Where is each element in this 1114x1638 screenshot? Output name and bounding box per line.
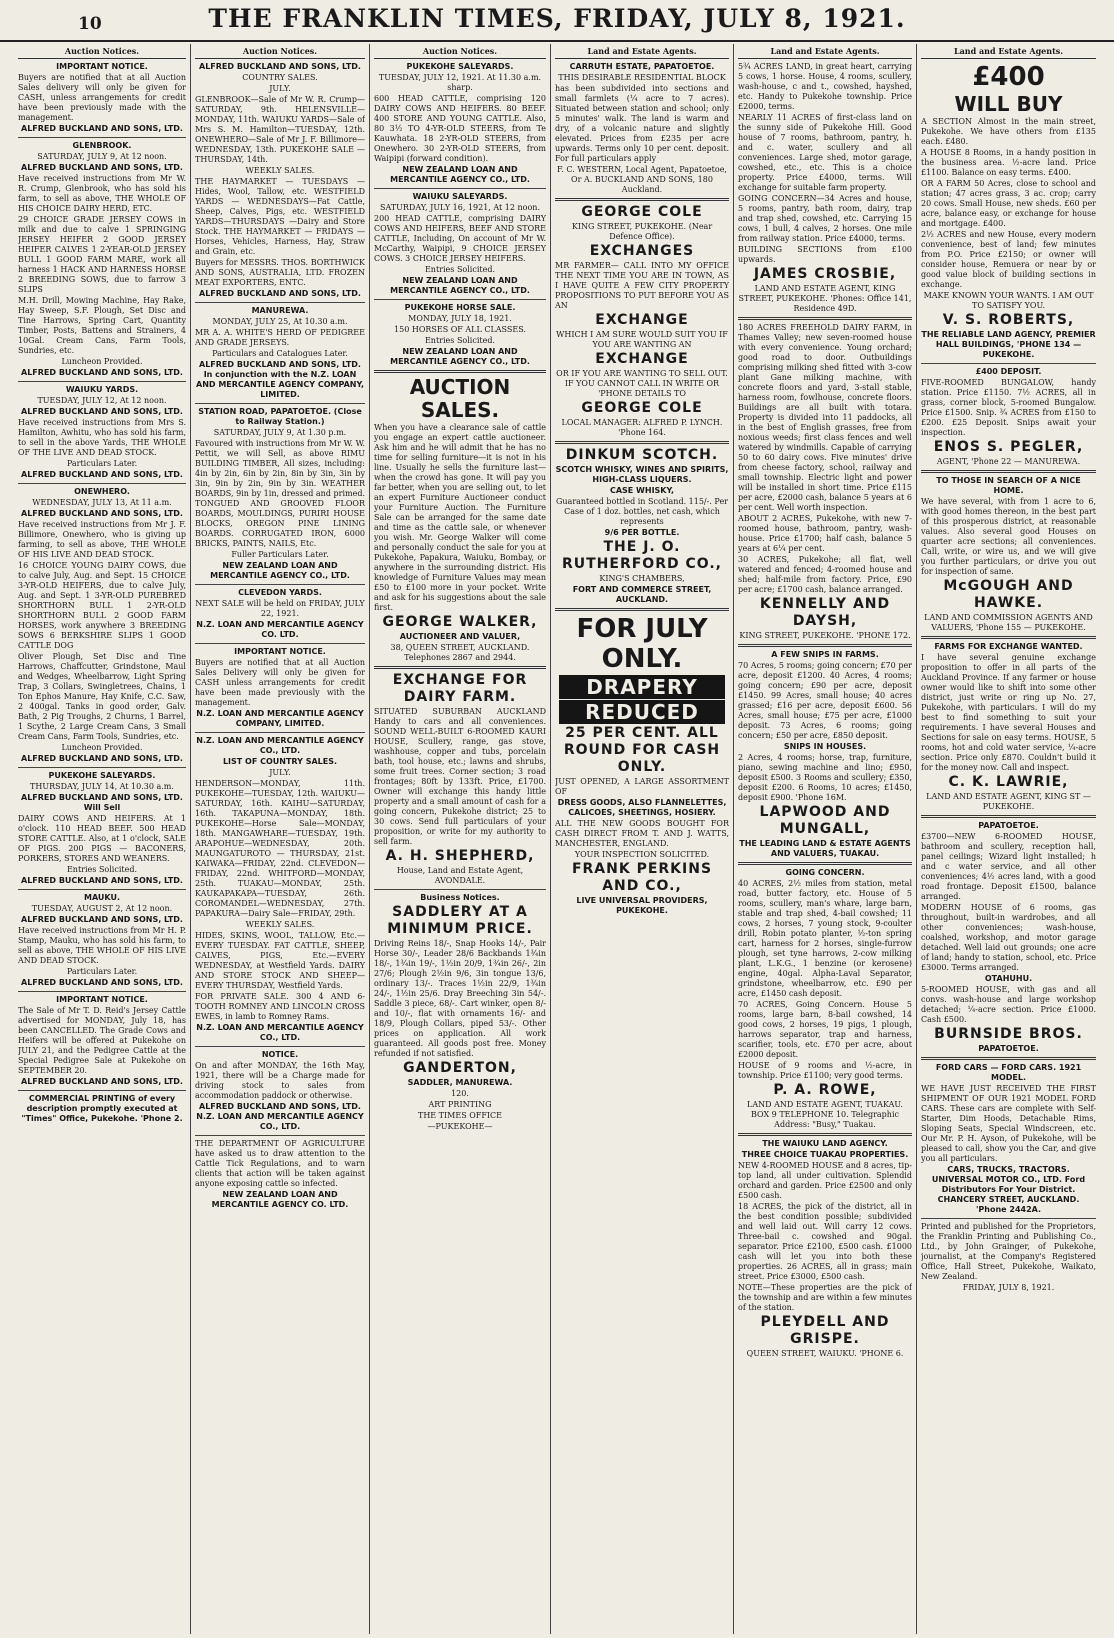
notice-text: MR A. A. WHITE'S HERD OF PEDIGREE AND GRADE JERSEYS. [195, 328, 365, 347]
rule-divider [921, 1057, 1096, 1060]
display-headline: AUCTION SALES. [409, 375, 511, 422]
notice-text: On and after MONDAY, the 16th May, 1921, there will be a Charge made for driving stock to sales from accommodation paddock or otherwise. [195, 1061, 365, 1100]
notice-line: KING STREET, PUKEKOHE. 'PHONE 172. [739, 631, 911, 640]
advertiser-name: C. K. LAWRIE, [948, 774, 1069, 790]
notice-text: THE DEPARTMENT OF AGRICULTURE have asked us to draw attention to the Cattle Tick Regulations, and to warn clients that action will be taken against anyone exposing cattle so infected. [195, 1139, 365, 1188]
rule-divider [738, 862, 912, 865]
column-divider [733, 44, 734, 1634]
advertiser-name: KENNELLY AND DAYSH, [759, 596, 891, 629]
notice-heading: PUKEKOHE SALEYARDS. [406, 62, 514, 71]
notice-heading: ALFRED BUCKLAND AND SONS, LTD. [21, 407, 183, 416]
notice-text: 18 ACRES, the pick of the district, all in the best condition possible; subdivided and well laid out. Will carry 12 cows. Three-bail c. cowshed and 90gal. separator. Price £2100, £500 cash. £1000 cash will let you into both these properties. 26 ACRES, all in grass; main street. Price £3000, £500 cash. [738, 1202, 912, 1281]
advertiser-name: P. A. ROWE, [773, 1082, 877, 1098]
advertiser-name: GEORGE COLE [581, 400, 703, 416]
notice-line: 150 HORSES OF ALL CLASSES. [394, 325, 526, 334]
notice-heading: N.Z. LOAN AND MERCANTILE AGENCY COMPANY, LIMITED. [196, 709, 364, 728]
notice-text: 2½ ACRES and new House, every modern convenience, best of land; few minutes from P.O. Price £2150; or owner will consider house, Remuera or near by or good value block of building sections in exchange. [921, 230, 1096, 289]
notice-text: 5¾ ACRES LAND, in great heart, carrying 5 cows, 1 horse. House, 4 rooms, scullery, wash-house, c and t., cowshed, hayshed, etc. Handy to Pukekohe township. Price £2000, terms. [738, 62, 912, 111]
notice-heading: ALFRED BUCKLAND AND SONS, LTD. Will Sell [21, 793, 183, 812]
notice-heading: CARRUTH ESTATE, PAPATOETOE. [569, 62, 715, 71]
advertiser-name: V. S. ROBERTS, [942, 312, 1075, 328]
notice-heading: ALFRED BUCKLAND AND SONS, LTD. [21, 915, 183, 924]
notice-text: A HOUSE 8 Rooms, in a handy position in the business area. ½-acre land. Price £1100. Balance on easy terms. £400. [921, 148, 1096, 177]
notice-heading: NEW ZEALAND LOAN AND MERCANTILE AGENCY CO., LTD. [210, 561, 350, 580]
notice-text: NOTE—These properties are the pick of the township and are within a few minutes of the station. [738, 1283, 912, 1312]
notice-heading: THE RELIABLE LAND AGENCY, PREMIER HALL BUILDINGS, 'PHONE 134 — PUKEKOHE. [921, 330, 1096, 359]
rule-divider [921, 815, 1096, 818]
notice-heading: Business Notices. [420, 893, 500, 902]
column-heading: Land and Estate Agents. [738, 44, 912, 59]
notice-text: SITUATED SUBURBAN AUCKLAND Handy to cars and all conveniences. SOUND WELL-BUILT 6-ROOMED KAURI HOUSE, Scullery, range, gas stove, washhouse, copper and tubs, porcelain bath, tool house, etc.; lawns and shrubs, some fruit trees. Corner section; 3 road frontages; 80ft by 133ft. Price, £1700. Owner will exchange this handy little property and a small amount of cash for a going concern, Pukekohe district; 25 to 30 cows. Send full particulars of your proposition, or write for my authority to sell farm. [374, 707, 546, 846]
notice-heading: PAPATOETOE. [978, 821, 1039, 830]
notice-line: F. C. WESTERN, Local Agent, Papatoetoe, Or A. BUCKLAND AND SONS, 180 Auckland. [557, 165, 727, 194]
notice-line: OR IF YOU ARE WANTING TO SELL OUT. IF YOU CANNOT CALL IN WRITE OR 'PHONE DETAILS TO [556, 369, 728, 398]
column-heading: Auction Notices. [195, 44, 365, 59]
notice-line: JULY. [269, 768, 291, 777]
notice-text: M.H. Drill, Mowing Machine, Hay Rake, Hay Sweep, S.F. Plough, Set Disc and Tine Harrows, Spring Cart, Quantity Timber, Posts, Battens and Strainers, 4 10Gal. Cream Cans, Farm Tools, Sundries, etc. [18, 296, 186, 355]
notice-line: TUESDAY, JULY 12, At 12 noon. [37, 396, 167, 405]
notice-text: HIDES, SKINS, WOOL, TALLOW, Etc.—EVERY TUESDAY. FAT CATTLE, SHEEP, CALVES, PIGS, Etc.—EVERY WEDNESDAY, at Westfield Yards. DAIRY AND STORE STOCK AND SHEEP—EVERY THURSDAY, Westfield Yards. [195, 931, 365, 990]
notice-heading: ALFRED BUCKLAND AND SONS, LTD. N.Z. LOAN AND MERCANTILE AGENCY CO., LTD. [196, 1102, 364, 1131]
rule-divider [374, 188, 546, 189]
notice-line: Entries Solicited. [424, 336, 496, 345]
notice-text: Printed and published for the Proprietors, the Franklin Printing and Publishing Co., Ltd., by John Grainger, of Pukekohe, journalist, at the Company's Registered Office, Hall Street, Pukekohe, Waikato, New Zealand. [921, 1222, 1096, 1281]
advertiser-name: ENOS S. PEGLER, [933, 439, 1084, 455]
notice-text: FIVE-ROOMED BUNGALOW, handy station. Price £1150. 7½ ACRES, all in grass, corner block, 5-roomed Bungalow. Price £1500. Snip. ¾ ACRES from £150 to £200. £25 Deposit. Snips await your inspection. [921, 378, 1096, 437]
notice-line: —PUKEKOHE— [427, 1122, 493, 1131]
advertiser-name: SADDLERY AT A MINIMUM PRICE. [387, 904, 533, 937]
notice-heading: FORD CARS — FORD CARS. 1921 MODEL. [935, 1063, 1082, 1082]
notice-line: Entries Solicited. [66, 865, 138, 874]
column-heading: Land and Estate Agents. [921, 44, 1096, 59]
notice-heading: MANUREWA. [251, 306, 309, 315]
notice-line: SATURDAY, JULY 16, 1921, At 12 noon. [379, 203, 540, 212]
column-divider [190, 44, 191, 1634]
notice-line: LAND AND COMMISSION AGENTS AND VALUERS, 'Phone 155 — PUKEKOHE. [924, 613, 1093, 632]
rule-divider [374, 299, 546, 300]
notice-text: Favoured with instructions from Mr W. W. Pettit, we will Sell, as above RIMU BUILDING TIMBER, All sizes, including: 4in by 2in, 6in by 2in, 8in by 3in, 3in by 3in, 9in by 2in, 9in by 3in. WEATHER BOARDS, 9in by 1in, dressed and primed. TONGUED AND GROOVED FLOOR BOARDS, MOULDINGS, PURIRI HOUSE BLOCKS, OREGON PINE LINING BOARDS. CORRUGATED IRON, 6000 BRICKS, PAINTS, NAILS, Etc. [195, 439, 365, 548]
notice-heading: PUKEKOHE HORSE SALE. [404, 303, 516, 312]
notice-heading: N.Z. LOAN AND MERCANTILE AGENCY CO., LTD. [196, 736, 364, 755]
reverse-banner: DRAPERY [559, 675, 725, 699]
notice-heading: ALFRED BUCKLAND AND SONS, LTD. [21, 754, 183, 763]
notice-heading: WAIUKU YARDS. [65, 385, 139, 394]
notice-heading: DRESS GOODS, ALSO FLANNELETTES, CALICOES, SHEETINGS, HOSIERY. [557, 798, 727, 817]
notice-heading: FORT AND COMMERCE STREET, AUCKLAND. [572, 585, 712, 604]
column-divider [550, 44, 551, 1634]
notice-text: We have several, with from 1 acre to 6, with good homes thereon, in the best part of this prosperous district, at reasonable values. Also several good Houses on quarter acre sections; all conveniences. Call, write, or wire us, and we will give you further particulars, or drive you out for inspection of same. [921, 497, 1096, 576]
display-headline: £400 [972, 62, 1045, 92]
reverse-banner: REDUCED [559, 700, 725, 724]
notice-line: YOUR INSPECTION SOLICITED. [574, 850, 710, 859]
notice-heading: OTAHUHU. [984, 974, 1033, 983]
column-heading: Land and Estate Agents. [555, 44, 729, 59]
notice-heading: NEW ZEALAND LOAN AND MERCANTILE AGENCY CO. LTD. [211, 1190, 349, 1209]
rule-divider [195, 302, 365, 303]
rule-divider [921, 363, 1096, 364]
rule-divider [18, 1090, 186, 1091]
notice-line: LAND AND ESTATE AGENT, TUAKAU. BOX 9 TELEPHONE 10. Telegraphic Address: "Busy," Tuakau. [747, 1100, 903, 1129]
notice-heading: SADDLER, MANUREWA. [407, 1078, 513, 1087]
notice-line: WEEKLY SALES. [245, 166, 315, 175]
notice-line: Particulars Later. [66, 967, 138, 976]
rule-divider [18, 767, 186, 768]
notice-heading: ALFRED BUCKLAND AND SONS, LTD. [21, 470, 183, 479]
notice-text: NEARLY 11 ACRES of first-class land on the sunny side of Pukekohe Hill. Good house of 7 rooms, bathroom, pantry, h. and c. water, scullery and all conveniences. Large shed, motor garage, cowshed, etc., etc. This is a choice property. Price £4000, terms. Will exchange for suitable farm property. [738, 113, 912, 192]
notice-line: FRIDAY, JULY 8, 1921. [962, 1283, 1055, 1292]
notice-heading: ALFRED BUCKLAND AND SONS, LTD. [199, 289, 361, 298]
rule-divider [374, 889, 546, 890]
notice-line: LOCAL MANAGER: ALFRED P. LYNCH. 'Phone 164. [561, 418, 723, 437]
notice-heading: FARMS FOR EXCHANGE WANTED. [934, 642, 1083, 651]
notice-heading: £400 DEPOSIT. [975, 367, 1042, 376]
advertiser-name: FRANK PERKINS AND CO., [571, 861, 713, 894]
notice-line: Fuller Particulars Later. [231, 550, 329, 559]
notice-line: LAND AND ESTATE AGENT, KING ST — PUKEKOHE. [926, 792, 1091, 811]
notice-text: 70 Acres, 5 rooms; going concern; £70 per acre, deposit £1200. 40 Acres, 4 rooms; going concern; £90 per acre, deposit £1450. 99 Acres, small house; 40 acres grassed; £16 per acre, deposit £600. 56 Acres, small house; £75 per acre, £1000 deposit. 73 Acres, 6 rooms; going concern; £50 per acre, £850 deposit. [738, 661, 912, 740]
notice-heading: GLENBROOK. [72, 141, 132, 150]
notice-line: TUESDAY, JULY 12, 1921. At 11.30 a.m. sharp. [378, 73, 542, 92]
notice-heading: THREE CHOICE TUAKAU PROPERTIES. [741, 1150, 909, 1159]
advertiser-name: EXCHANGE [595, 312, 689, 328]
notice-line: THIS DESIRABLE RESIDENTIAL BLOCK [558, 73, 726, 82]
notice-line: NEXT SALE will be held on FRIDAY, JULY 22, 1921. [195, 599, 365, 618]
notice-text: 70 ACRES, Going Concern. House 5 rooms, large barn, 8-bail cowshed, 14 good cows, 2 horses, 19 pigs, 1 plough, harrows separator, trap and harness, scarifier, tools, etc. £70 per acre, about £2000 deposit. [738, 1000, 912, 1059]
advertiser-name: GEORGE COLE [581, 204, 703, 220]
notice-heading: LIVE UNIVERSAL PROVIDERS, PUKEKOHE. [576, 896, 708, 915]
notice-text: WE HAVE JUST RECEIVED THE FIRST SHIPMENT OF OUR 1921 MODEL FORD CARS. These cars are complete with Self-Starter, Dim Hoods, Detachable Rims, Sloping Seats, Special Windscreen, etc. Our Mr. P. H. Ayson, of Pukekohe, will be pleased to call, show you the Car, and give you all particulars. [921, 1084, 1096, 1163]
notice-line: KING'S CHAMBERS, [599, 574, 685, 583]
rule-divider [195, 584, 365, 585]
notice-text: Buyers for MESSRS. THOS. BORTHWICK AND SONS, AUSTRALIA, LTD. FROZEN MEAT EXPORTERS, ENTC. [195, 258, 365, 287]
notice-heading: ALFRED BUCKLAND AND SONS, LTD. [21, 509, 183, 518]
notice-line: COUNTRY SALES. [242, 73, 318, 82]
advertiser-name: DINKUM SCOTCH. [565, 447, 719, 463]
notice-line: LAND AND ESTATE AGENT, KING STREET, PUKEKOHE. 'Phones: Office 141, Residence 49D. [738, 284, 912, 313]
rule-divider [921, 470, 1096, 473]
notice-line: WEEKLY SALES. [245, 920, 315, 929]
notice-text: Have received instructions from Mr J. F. Billimore, Onewhero, who is giving up farming, to sell as above, THE WHOLE OF HIS LIVE AND DEAD STOCK. [18, 520, 186, 559]
rule-divider [555, 608, 729, 611]
notice-line: WHICH I AM SURE WOULD SUIT YOU IF YOU ARE WANTING AN [556, 330, 728, 349]
advertiser-name: PLEYDELL AND GRISPE. [760, 1314, 890, 1347]
column-heading: Auction Notices. [374, 44, 546, 59]
advertiser-name: EXCHANGE FOR DAIRY FARM. [392, 672, 528, 705]
notice-text: 29 CHOICE GRADE JERSEY COWS in milk and due to calve 1 SPRINGING JERSEY HEIFER 2 GOOD JERSEY HEIFER CALVES 1 2-YEAR-OLD JERSEY BULL 1 GOOD FARM MARE, work all harness 1 HACK AND HARNESS HORSE 2 BREEDING SOWS, due to farrow 3 SLIPS [18, 215, 186, 294]
rule-divider [195, 643, 365, 644]
notice-text: Have received instructions from Mr H. P. Stamp, Mauku, who has sold his farm, to sell as above, THE WHOLE OF HIS LIVE AND DEAD STOCK. [18, 926, 186, 965]
notice-line: Luncheon Provided. [61, 743, 143, 752]
notice-heading: WAIUKU SALEYARDS. [412, 192, 508, 201]
notice-heading: STATION ROAD, PAPATOETOE. (Close to Railway Station.) [198, 407, 362, 426]
advertiser-name: GEORGE WALKER, [382, 614, 538, 630]
rule-divider [195, 403, 365, 404]
rule-divider [195, 1135, 365, 1136]
notice-line: THURSDAY, JULY 14, At 10.30 a.m. [30, 782, 174, 791]
notice-text: FOR PRIVATE SALE. 300 4 AND 6-TOOTH ROMNEY AND LINCOLN CROSS EWES, in lamb to Romney Rams. [195, 992, 365, 1021]
rule-divider [738, 317, 912, 320]
rule-divider [374, 370, 546, 373]
notice-text: 180 ACRES FREEHOLD DAIRY FARM, in Thames Valley; new seven-roomed house with every convenience. Young orchard; good road to door. Outbuildings comprising milking shed fitted with 3-cow plant Gane milking machine, with concrete floors and yard, 3-stall stable, harness room, fowlhouse, concrete floors. Buildings are all built with totara. Property is divided into 11 paddocks, all in the best of English grasses, free from noxious weeds; first class fences and well watered by windmills. Capable of carrying 50 to 60 dairy cows. Five minutes' drive from cheese factory, school, railway and small township. Electric light and power will be installed in short time. Price £115 per acre, £2000 cash, balance 5 years at 6 per cent. Well worth inspection. [738, 323, 912, 512]
notice-line: MONDAY, JULY 25, At 10.30 a.m. [212, 317, 348, 326]
notice-heading: GOING CONCERN. [785, 868, 865, 877]
notice-heading: AUCTIONEER AND VALUER, [399, 632, 521, 641]
notice-heading: A FEW SNIPS IN FARMS. [771, 650, 879, 659]
notice-heading: ALFRED BUCKLAND AND SONS, LTD. [21, 163, 183, 172]
notice-heading: NEW ZEALAND LOAN AND MERCANTILE AGENCY CO., LTD. [390, 276, 530, 295]
notice-heading: ALFRED BUCKLAND AND SONS, LTD. [21, 124, 183, 133]
notice-text: has been subdivided into sections and small farmlets (¼ acre to 7 acres). Situated between station and school; only 5 minutes' walk. The land is warm and dry, of a volcanic nature and slightly elevated. Prices from £235 per acre upwards. Terms only 10 per cent. deposit. For full particulars apply [555, 84, 729, 163]
column-auction-notices-1 [18, 44, 186, 1634]
notice-line: SATURDAY, JULY 9, At 1.30 p.m. [213, 428, 347, 437]
notice-heading: CLEVEDON YARDS. [238, 588, 322, 597]
notice-heading: 9/6 PER BOTTLE. [604, 528, 680, 537]
notice-line: 120. [451, 1089, 469, 1098]
notice-heading: NEW ZEALAND LOAN AND MERCANTILE AGENCY CO., LTD. [390, 347, 530, 366]
advertiser-name: 25 PER CENT. ALL ROUND FOR CASH ONLY. [563, 725, 721, 775]
notice-text: Buyers are notified that at all Auction Sales delivery will only be given for CASH, unless arrangements for credit have been previously made with the management. [18, 73, 186, 122]
notice-heading: IMPORTANT NOTICE. [234, 647, 326, 656]
column-heading: Auction Notices. [18, 44, 186, 59]
notice-text: £3700—NEW 6-ROOMED HOUSE, bathroom and scullery, reception hall, panel ceilings; Wizard light installed; h and c water service, and all other conveniences; 4½ acres land, with a good road frontage. Deposit £1500, balance arranged. [921, 832, 1096, 901]
notice-heading: ONEWHERO. [74, 487, 130, 496]
notice-text: The Sale of Mr T. D. Reid's Jersey Cattle advertised for MONDAY, July 18, has been CANCELLED. The Grade Cows and Heifers will be offered at Pukekohe on JULY 21, and the Pedigree Cattle at the Special Pedigree Sale at Pukekohe on SEPTEMBER 20. [18, 1006, 186, 1075]
notice-text: HOUSE of 9 rooms and ½-acre, in township. Price £1100; very good terms. [738, 1061, 912, 1080]
notice-text: GOING CONCERN—34 Acres and house, 5 rooms, pantry, bath room, dairy, trap and trap shed, cowshed, etc. Carrying 15 cows, 1 bull, 4 calves, 2 horses. One mile from railway station. Price £4000, terms. [738, 194, 912, 243]
rule-divider [555, 198, 729, 201]
advertiser-name: EXCHANGE [595, 351, 689, 367]
rule-divider [195, 1046, 365, 1047]
notice-line: TUESDAY, AUGUST 2, At 12 noon. [31, 904, 173, 913]
notice-heading: IMPORTANT NOTICE. [56, 62, 148, 71]
advertiser-name: McGOUGH AND HAWKE. [943, 578, 1074, 611]
notice-text: 16 CHOICE YOUNG DAIRY COWS, due to calve July, Aug. and Sept. 15 CHOICE 3-YR-OLD HEIFERS, due to calve July, Aug. and Sept. 1 3-YR-OLD PUREBRED SHORTHORN BULL 1 2-YR-OLD SHORTHORN BULL 2 GOOD FARM HORSES, work anywhere 3 BREEDING SOWS 6 BERKSHIRE SLIPS 1 GOOD CATTLE DOG [18, 561, 186, 650]
advertiser-name: THE J. O. RUTHERFORD CO., [561, 539, 722, 572]
notice-text: I have several genuine exchange proposition to offer in all parts of the Auckland Province. If any farmer or house owner would like to shift into some other district, just write or ring up No. 27, Pukekohe, with particulars. I will do my best to find something to suit your requirements. I have several Houses and Sections for sale on easy terms. HOUSE, 5 rooms, hot and cold water service, ¼-acre section. Price only £870. Couldn't build it for the money now. Call and inspect. [921, 653, 1096, 772]
notice-text: MR FARMER— CALL INTO MY OFFICE THE NEXT TIME YOU ARE IN TOWN, AS I HAVE QUITE A FEW CITY PROPERTY PROPOSITIONS TO PUT BEFORE YOU AS AN [555, 261, 729, 310]
notice-line: Particulars Later. [66, 459, 138, 468]
notice-text: HENDERSON—MONDAY, 11th. PUKEKOHE—TUESDAY, 12th. WAIUKU—SATURDAY, 16th. KAIHU—SATURDAY, 16th. TAKAPUNA—MONDAY, 18th. PUKEKOHE—Horse Sale—MONDAY, 18th. MANGAWHARE—TUESDAY, 19th. ARAPOHUE—WEDNESDAY, 20th. MAUNGATUROTO — THURSDAY, 21st. KAIWAKA—FRIDAY, 22nd. CLEVEDON—FRIDAY, 22nd. WHITFORD—MONDAY, 25th. TUAKAU—MONDAY, 25th. KAUKAPAKAPA—TUESDAY, 26th. COROMANDEL—WEDNESDAY, 27th. PAPAKURA—Dairy Sale—FRIDAY, 29th. [195, 779, 365, 918]
notice-heading: LIST OF COUNTRY SALES. [222, 757, 338, 766]
notice-text: When you have a clearance sale of cattle you engage an expert cattle auctioneer. Ask him and he will admit that he has no time for selling furniture—it is not in his line. Usually he sells the furniture last—when the crowd has gone. It will pay you far better, when you are selling out, to let an expert Furniture Auctioneer conduct your Furniture Auction. The Furniture Sale can be arranged for the same date and time as the cattle sale, or whenever you wish. Mr. George Walker will come and personally conduct the sale for you at Pukekohe, Papakura, Waiuku, Bombay, or anywhere in the surrounding district. His knowledge of Furniture Values may mean £50 to £100 more in your pocket. Write and ask for his suggestions about the sale first. [374, 423, 546, 612]
notice-line: QUEEN STREET, WAIUKU. 'PHONE 6. [746, 1349, 904, 1358]
notice-line: MAKE KNOWN YOUR WANTS. I AM OUT TO SATISFY YOU. [923, 291, 1094, 310]
notice-text: OR A FARM 50 Acres, close to school and station; 47 acres grass, 3 ac. crop; carry 20 cows. Small House, new sheds. £60 per acre, balance easy, or exchange for house and mortgage. £400. [921, 179, 1096, 228]
rule-divider [921, 1218, 1096, 1219]
notice-line: MONDAY, JULY 18, 1921. [408, 314, 512, 323]
column-auction-notices-3 [374, 44, 546, 1634]
notice-text: DAIRY COWS AND HEIFERS. At 1 o'clock. 110 HEAD BEEF. 500 HEAD STORE CATTLE. Also, at 1 o'clock, SALE OF PIGS. 200 PIGS — BACONERS, PORKERS, STORES AND WEANERS. [18, 814, 186, 863]
advertiser-name: LAPWOOD AND MUNGALL, [759, 804, 891, 837]
notice-text: BUILDING SECTIONS from £100 upwards. [738, 245, 912, 264]
notice-line: KING STREET, PUKEKOHE. (Near Defence Office). [571, 222, 713, 241]
notice-text: ABOUT 2 ACRES, Pukekohe, with new 7-roomed house, bathroom, pantry, wash-house. Price £1700; half cash, balance 5 years at 6¼ per cent. [738, 514, 912, 553]
notice-text: ALL THE NEW GOODS BOUGHT FOR CASH DIRECT FROM T. AND J. WATTS, MANCHESTER, ENGLAND. [555, 819, 729, 848]
notice-line: 38, QUEEN STREET, AUCKLAND. Telephones 2867 and 2944. [390, 643, 530, 662]
notice-heading: ALFRED BUCKLAND AND SONS, LTD. [21, 876, 183, 885]
notice-heading: ALFRED BUCKLAND AND SONS, LTD. [21, 1077, 183, 1086]
display-headline: WILL BUY [954, 92, 1063, 116]
rule-divider [555, 441, 729, 444]
masthead [0, 0, 1114, 42]
notice-heading: PAPATOETOE. [978, 1044, 1039, 1053]
notice-heading: NOTICE. [261, 1050, 299, 1059]
notice-text: Have received instructions from Mr W. R. Crump, Glenbrook, who has sold his farm, to sell as above, THE WHOLE OF HIS CHOICE DAIRY HERD, ETC. [18, 174, 186, 213]
advertiser-name: A. H. SHEPHERD, [385, 848, 535, 864]
notice-heading: IMPORTANT NOTICE. [56, 995, 148, 1004]
rule-divider [18, 483, 186, 484]
notice-heading: THE LEADING LAND & ESTATE AGENTS AND VALUERS, TUAKAU. [739, 839, 911, 858]
notice-heading: ALFRED BUCKLAND AND SONS, LTD. In conjunction with the N.Z. LOAN AND MERCANTILE AGENCY COMPANY, LIMITED. [196, 360, 364, 399]
rule-divider [738, 644, 912, 647]
column-land-estate-agents-1 [555, 44, 729, 1634]
notice-heading: ALFRED BUCKLAND AND SONS, LTD. [21, 978, 183, 987]
notice-heading: CARS, TRUCKS, TRACTORS. UNIVERSAL MOTOR CO., LTD. Ford Distributors For Your District. CHANCERY STREET, AUCKLAND. 'Phone 2442A. [931, 1165, 1086, 1214]
notice-text: 600 HEAD CATTLE, comprising 120 DAIRY COWS AND HEIFERS. 80 BEEF. 400 STORE AND YOUNG CATTLE. Also, 80 3½ TO 4-YR-OLD STEERS, from Te Kauwhata. 18 2-YR-OLD STEERS, from Onewhero. 30 2-YR-OLD STEERS, from Waipipi (forward condition). [374, 94, 546, 163]
rule-divider [738, 1133, 912, 1136]
notice-line: AGENT, 'Phone 22 — MANUREWA. [936, 457, 1081, 466]
advertiser-name: GANDERTON, [403, 1060, 517, 1076]
rule-divider [18, 381, 186, 382]
notice-line: ART PRINTING [428, 1100, 492, 1109]
advertiser-name: JAMES CROSBIE, [753, 266, 897, 282]
rule-divider [374, 666, 546, 669]
notice-line: Entries Solicited. [424, 265, 496, 274]
notice-line: SATURDAY, JULY 9, At 12 noon. [37, 152, 167, 161]
notice-heading: ALFRED BUCKLAND AND SONS, LTD. [21, 368, 183, 377]
notice-heading: TO THOSE IN SEARCH OF A NICE HOME. [936, 476, 1081, 495]
notice-line: House, Land and Estate Agent, AVONDALE. [396, 866, 524, 885]
notice-line: Guaranteed bottled in Scotland. 115/-. Per Case of 1 doz. bottles, net cash, which represents [556, 497, 728, 526]
rule-divider [921, 636, 1096, 639]
notice-heading: SNIPS IN HOUSES. [783, 742, 867, 751]
notice-text: JUST OPENED, A LARGE ASSORTMENT OF [555, 777, 729, 796]
notice-line: WEDNESDAY, JULY 13, At 11 a.m. [32, 498, 172, 507]
advertiser-name: BURNSIDE BROS. [934, 1026, 1083, 1042]
notice-heading: THE WAIUKU LAND AGENCY. [762, 1139, 888, 1148]
column-divider [916, 44, 917, 1634]
newspaper-title: THE FRANKLIN TIMES, FRIDAY, JULY 8, 1921. [208, 4, 906, 33]
notice-line: Luncheon Provided. [61, 357, 143, 366]
advertiser-name: EXCHANGES [589, 243, 695, 259]
notice-text: 40 ACRES, 2½ miles from station, metal road, butter factory, etc. House of 5 rooms, scullery, man's whare, large barn, stable and trap shed, 4-bail cowshed; 11 cows, 2 horses, 7 young stock, 9-coulter drill, Robin potato planter, ½-ton spring cart, harness for 2 horses, single-furrow plough, set tyne harrows, 2-cow milking plant, L.K.G., 1 benzine (or kerosene) engine, 40gal. Alpha-Laval Separator, grindstone, wheelbarrow, etc. £90 per acre, £1450 cash deposit. [738, 879, 912, 998]
notice-text: 5-ROOMED HOUSE, with gas and all convs. wash-house and large workshop detached; ¼-acre section. Price £1000. Cash £500. [921, 985, 1096, 1024]
notice-heading: MAUKU. [84, 893, 120, 902]
display-headline: FOR JULY ONLY. [576, 614, 708, 674]
rule-divider [18, 991, 186, 992]
notice-text: Buyers are notified that at all Auction Sales Delivery will only be given for CASH unless arrangements for credit have been made previously with the management. [195, 658, 365, 707]
notice-text: Oliver Plough, Set Disc and Tine Harrows, Chaffcutter, Grindstone, Maul and Wedges, Wheelbarrow, Light Spring Trap, 3 Collars, Swingletrees, Chains, 1 Ton Ephos Manure, Hay Knife, C.C. Saw, 2 400gal. Tanks in good order, Galv. Bath, 2 Pig Troughs, 2 Churns, 1 Barrel, 1 Scythe, 2 Large Cream Cans, 3 Small Cream Cans, Farm Tools, Sundries, etc. [18, 652, 186, 741]
notice-text: 30 ACRES, Pukekohe; all flat, well watered and fenced; 4-roomed house and shed; half-mile from factory. Price, £90 per acre; £1700 cash, balance arranged. [738, 555, 912, 594]
column-land-estate-agents-2 [738, 44, 912, 1634]
notice-line: THE TIMES OFFICE [417, 1111, 503, 1120]
notice-heading: SCOTCH WHISKY, WINES AND SPIRITS, HIGH-CLASS LIQUERS. [555, 465, 729, 484]
notice-text: MODERN HOUSE of 6 rooms, gas throughout, built-in wardrobes, and all other conveniences; wash-house, coalshed, workshop, and motor garage detached. Well laid out grounds; one acre of land; handy to station, school, etc. Price £3000. Terms arranged. [921, 903, 1096, 972]
page-number: 10 [78, 14, 102, 34]
notice-heading: CASE WHISKY, [609, 486, 675, 495]
notice-line: Particulars and Catalogues Later. [212, 349, 348, 358]
notice-text: A SECTION Almost in the main street, Pukekohe. We have others from £135 each. £480. [921, 117, 1096, 146]
notice-text: THE HAYMARKET — TUESDAYS — Hides, Wool, Tallow, etc. WESTFIELD YARDS — WEDNESDAYS—Fat Cattle, Sheep, Calves, Pigs, etc. WESTFIELD YARDS—THURSDAYS —Dairy and Store Stock. THE HAYMARKET — FRIDAYS — Horses, Vehicles, Harness, Hay, Straw and Grain, etc. [195, 177, 365, 256]
notice-text: NEW 4-ROOMED HOUSE and 8 acres, tip-top land, all under cultivation. Splendid orchard and garden. Price £2500 and only £500 cash. [738, 1161, 912, 1200]
rule-divider [195, 732, 365, 733]
rule-divider [18, 137, 186, 138]
notice-heading: N.Z. LOAN AND MERCANTILE AGENCY CO., LTD. [196, 1023, 364, 1042]
notice-text: GLENBROOK—Sale of Mr W. R. Crump—SATURDAY, 9th. HELENSVILLE—MONDAY, 11th. WAIUKU YARDS—Sale of Mrs S. M. Hamilton—TUESDAY, 12th. ONEWHERO—Sale of Mr J. F. Billimore—WEDNESDAY, 13th. PUKEKOHE SALE — THURSDAY, 14th. [195, 95, 365, 164]
notice-text: 2 Acres, 4 rooms; horse, trap, furniture, piano, sewing machine and lino; £950, deposit £500. 3 Rooms and scullery; £350, deposit £200. 6 Rooms, 10 acres; £1450, deposit £900. 'Phone 16M. [738, 753, 912, 802]
notice-line: JULY. [269, 84, 291, 93]
rule-divider [18, 889, 186, 890]
column-land-estate-agents-3 [921, 44, 1096, 1634]
notice-heading: ALFRED BUCKLAND AND SONS, LTD. [199, 62, 361, 71]
notice-heading: NEW ZEALAND LOAN AND MERCANTILE AGENCY CO., LTD. [390, 165, 530, 184]
column-divider [369, 44, 370, 1634]
notice-heading: COMMERCIAL PRINTING of every description promptly executed at "Times" Office, Pukekohe. 'Phone 2. [21, 1094, 183, 1123]
notice-text: Driving Reins 18/-, Snap Hooks 14/-, Pair Horse 30/-, Leader 28/6 Backbands 1¾in 18/-, 1¾in 19/-, 1½in 20/9, 1¾in 26/-, 2in 27/6; Plough 2½in 9/6, 3in tongue 13/6, ordinary 13/-. Traces 1½in 22/9, 1¾in 24/-, 1½in 25/6. Dray Breeching 3in 54/-. Saddle 3 piece, 68/-. Cart winker, open 8/- and 10/-, flat with ornaments 16/- and 18/9, Plough Collars, piped 53/-. Other prices on application. All work guaranteed. All goods post free. Money refunded if not satisfied. [374, 939, 546, 1058]
notice-heading: N.Z. LOAN AND MERCANTILE AGENCY CO. LTD. [196, 620, 364, 639]
notice-heading: PUKEKOHE SALEYARDS. [48, 771, 156, 780]
column-auction-notices-2 [195, 44, 365, 1634]
notice-text: Have received instructions from Mrs S. Hamilton, Awhitu, who has sold his farm, to sell in the above Yards, THE WHOLE OF THE LIVE AND DEAD STOCK. [18, 418, 186, 457]
notice-text: 200 HEAD CATTLE, comprising DAIRY COWS AND HEIFERS, BEEF AND STORE CATTLE, Including, On account of Mr W. McCarthy, Waipipi, 9 CHOICE JERSEY COWS. 3 CHOICE JERSEY HEIFERS. [374, 214, 546, 263]
